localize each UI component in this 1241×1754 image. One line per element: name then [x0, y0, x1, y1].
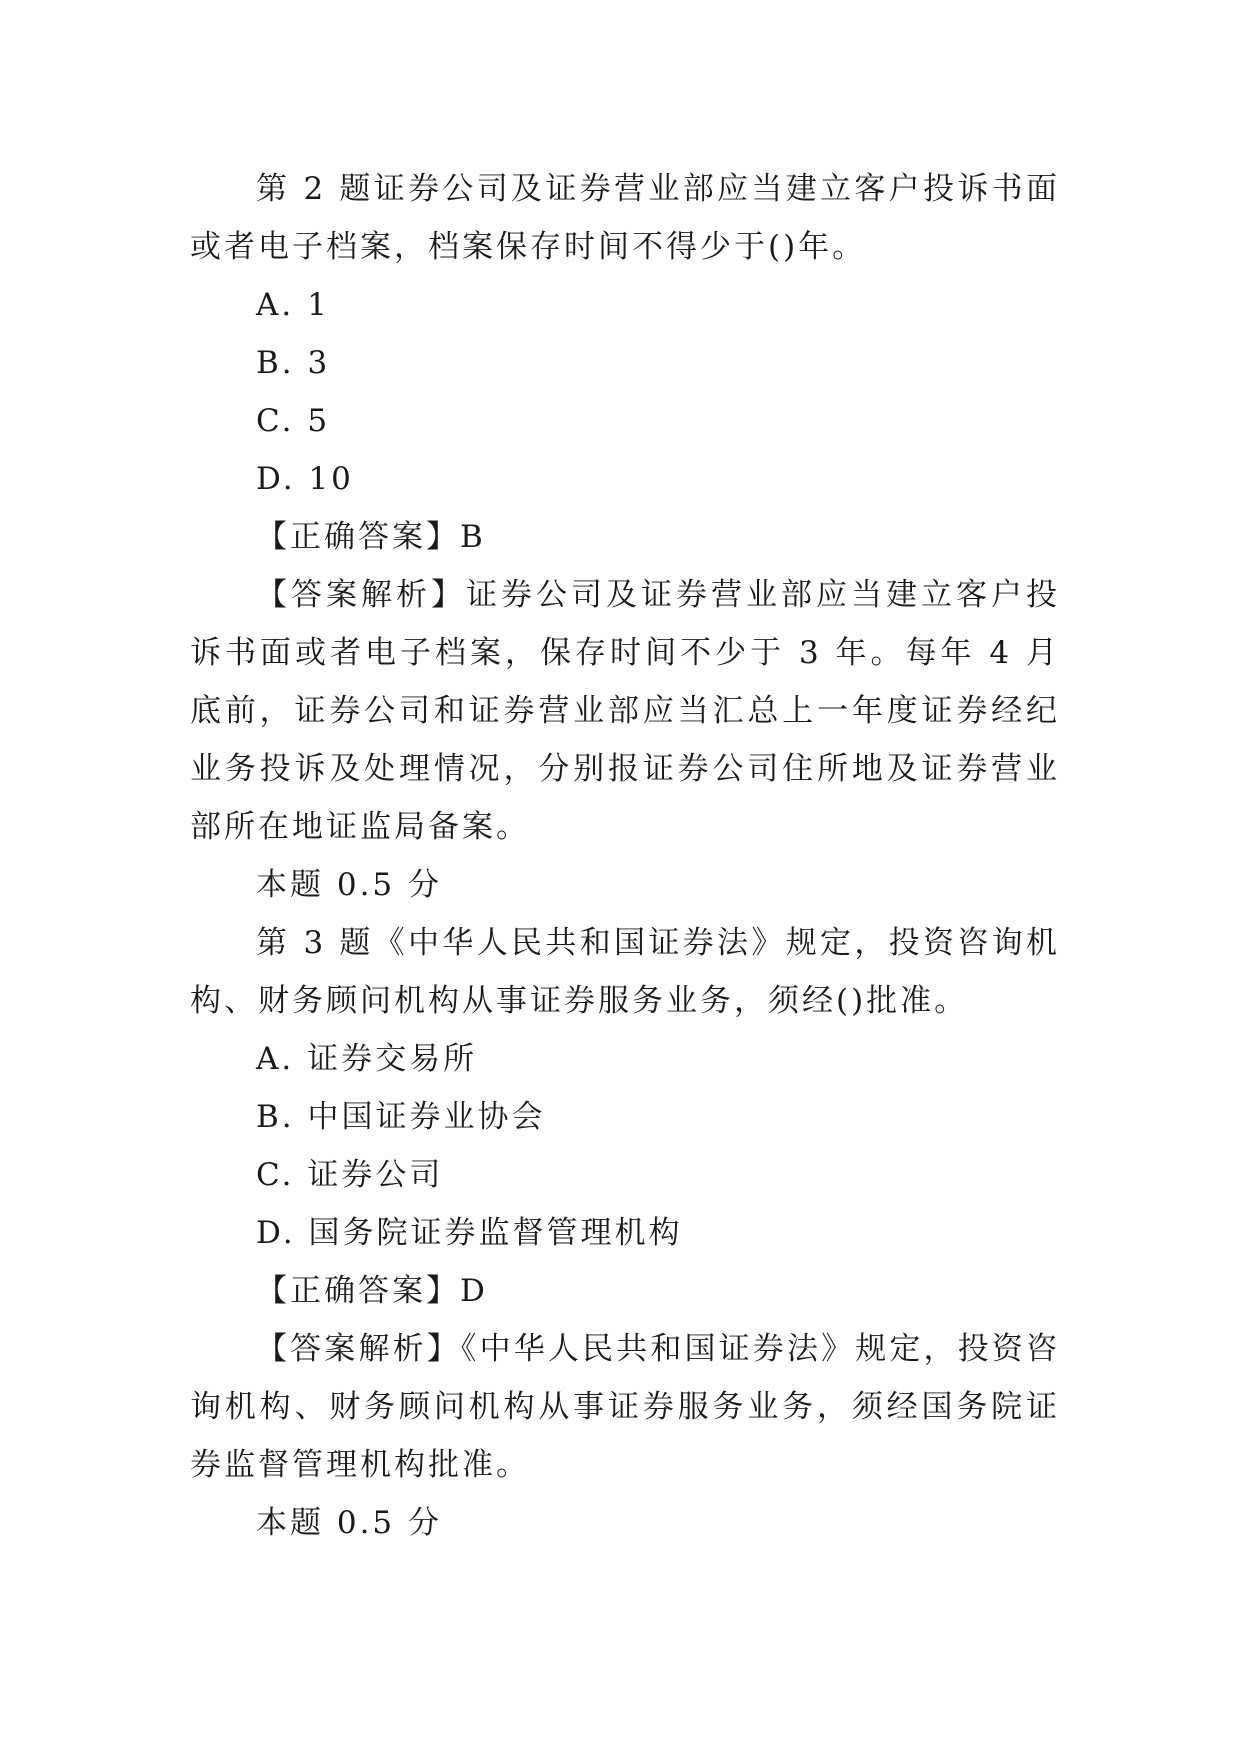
- question-stem: 第 2 题证券公司及证券营业部应当建立客户投诉书面或者电子档案，档案保存时间不得少于()年。: [190, 171, 1060, 265]
- correct-answer: 【正确答案】D: [256, 1273, 488, 1309]
- option-a: A. 证券交易所: [256, 1041, 478, 1077]
- document-body: [190, 160, 1060, 1552]
- option-b: B. 3: [256, 345, 331, 381]
- question-2: [190, 160, 1060, 914]
- option-c: C. 证券公司: [256, 1157, 444, 1193]
- question-3: [190, 914, 1060, 1552]
- option-b: B. 中国证券业协会: [256, 1099, 546, 1135]
- answer-analysis: 【答案解析】证券公司及证券营业部应当建立客户投诉书面或者电子档案，保存时间不少于 3 年。每年 4 月底前，证券公司和证券营业部应当汇总上一年度证券经纪业务投诉及处理情况，分别报证券公司住所地及证券营业部所在地证监局备案。: [190, 577, 1060, 845]
- option-d: D. 国务院证券监督管理机构: [256, 1215, 683, 1251]
- question-stem: 第 3 题《中华人民共和国证券法》规定，投资咨询机构、财务顾问机构从事证券服务业务，须经()批准。: [190, 925, 1060, 1019]
- option-c: C. 5: [256, 403, 331, 439]
- question-score: 本题 0.5 分: [256, 1505, 443, 1541]
- answer-analysis: 【答案解析】《中华人民共和国证券法》规定，投资咨询机构、财务顾问机构从事证券服务业务，须经国务院证券监督管理机构批准。: [190, 1331, 1060, 1483]
- question-score: 本题 0.5 分: [256, 867, 443, 903]
- correct-answer: 【正确答案】B: [256, 519, 486, 555]
- option-a: A. 1: [256, 287, 330, 323]
- option-d: D. 10: [256, 461, 354, 497]
